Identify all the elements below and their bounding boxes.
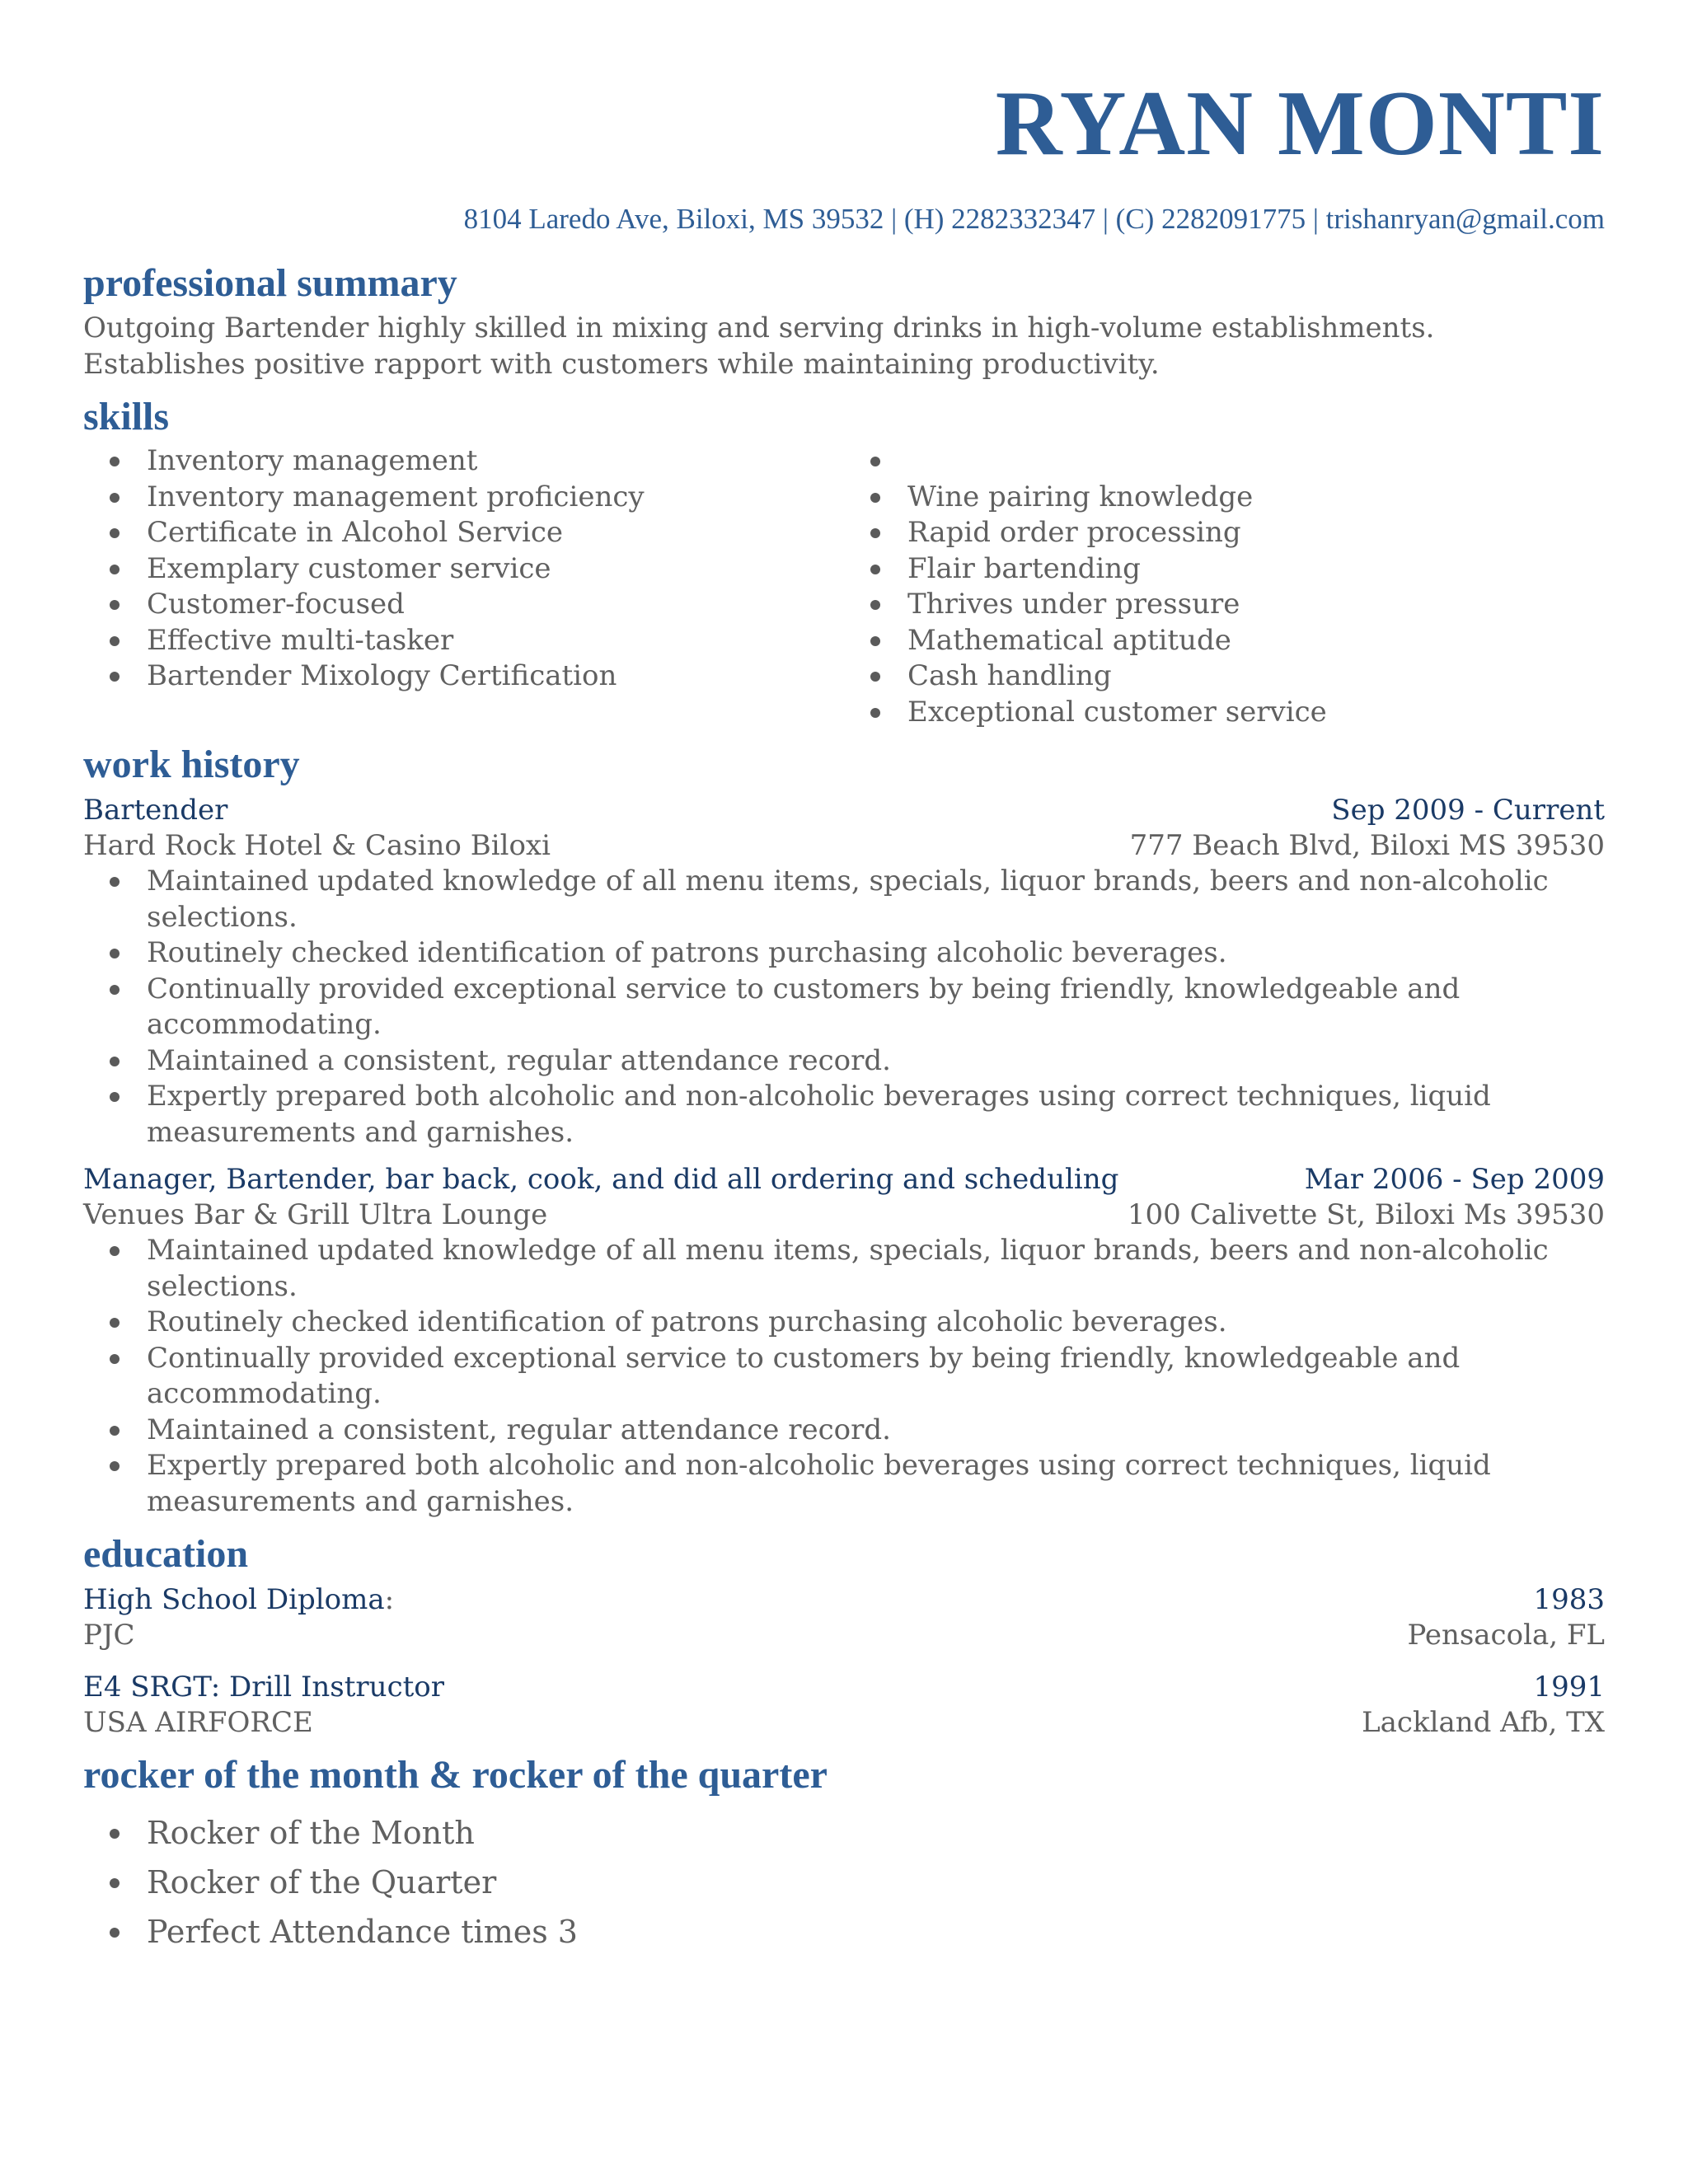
section-title-summary: professional summary: [83, 261, 457, 305]
bullet-icon: [870, 457, 880, 466]
bullet-icon: [110, 949, 120, 958]
education-year: 1983: [1533, 1583, 1605, 1616]
job-entry: [83, 793, 1605, 1151]
bullet-icon: [110, 877, 120, 887]
job-bullet: Expertly prepared both alcoholic and non-alcoholic beverages using correct techniques, liquid measurements and garnishes.: [83, 1079, 1572, 1151]
school: PJC: [83, 1619, 135, 1652]
bullet-icon: [110, 528, 120, 538]
job-bullet: Continually provided exceptional service to customers by being friendly, knowledgeable and accommodating.: [83, 1341, 1572, 1413]
job-dates: Sep 2009 - Current: [1331, 794, 1605, 827]
skill-item: Inventory management: [83, 443, 844, 480]
bullet-icon: [110, 565, 120, 574]
skills-section: [83, 394, 1605, 730]
job-bullet: Routinely checked identification of patrons purchasing alcoholic beverages.: [83, 1305, 1572, 1341]
bullet-icon: [870, 636, 880, 646]
job-bullet: Maintained updated knowledge of all menu items, specials, liquor brands, beers and non-alcoholic selections.: [83, 864, 1572, 935]
skill-item: Customer-focused: [83, 587, 844, 623]
section-title-work: work history: [83, 743, 300, 786]
awards-section: [83, 1752, 1605, 1957]
bullet-icon: [870, 672, 880, 682]
section-title-skills: skills: [83, 395, 170, 438]
skill-item: Mathematical aptitude: [844, 623, 1605, 659]
job-title: Bartender: [83, 794, 228, 827]
work-history-section: [83, 742, 1605, 1520]
skill-item: Flair bartending: [844, 551, 1605, 588]
education-entry: [83, 1582, 1605, 1653]
bullet-icon: [110, 493, 120, 503]
bullet-icon: [870, 708, 880, 718]
bullet-icon: [110, 672, 120, 682]
summary-text: Outgoing Bartender highly skilled in mixing and serving drinks in high-volume establishments. Establishes positive rapport with customers while maintaining productivity.: [83, 312, 1435, 381]
bullet-icon: [110, 1246, 120, 1256]
skill-item: Exceptional customer service: [844, 695, 1605, 731]
job-company: Hard Rock Hotel & Casino Biloxi: [83, 829, 551, 862]
bullet-icon: [110, 1057, 120, 1066]
bullet-icon: [110, 1092, 120, 1102]
bullet-icon: [870, 565, 880, 574]
job-bullet: Maintained a consistent, regular attendance record.: [83, 1043, 1572, 1080]
job-bullet: Maintained a consistent, regular attendance record.: [83, 1413, 1572, 1449]
bullet-icon: [110, 1318, 120, 1328]
job-bullet: Routinely checked identification of patrons purchasing alcoholic beverages.: [83, 935, 1572, 972]
skill-item: Cash handling: [844, 658, 1605, 695]
skill-item: Inventory management proficiency: [83, 480, 844, 516]
bullet-icon: [110, 1878, 120, 1888]
bullet-icon: [870, 600, 880, 610]
summary-section: [83, 260, 1605, 382]
skills-columns: [83, 443, 1605, 730]
school-location: Lackland Afb, TX: [1362, 1706, 1605, 1739]
job-location: 777 Beach Blvd, Biloxi MS 39530: [1129, 829, 1605, 862]
award-item: Rocker of the Quarter: [83, 1858, 1605, 1907]
education-year: 1991: [1533, 1671, 1605, 1704]
skill-item: [844, 443, 1605, 480]
bullet-icon: [110, 457, 120, 466]
skills-column-right: [844, 443, 1605, 730]
skill-item: Effective multi-tasker: [83, 623, 844, 659]
section-title-awards: rocker of the month & rocker of the quarter: [83, 1753, 828, 1797]
bullet-icon: [110, 1829, 120, 1839]
degree: E4 SRGT: Drill Instructor: [83, 1671, 444, 1704]
skill-item: Certificate in Alcohol Service: [83, 515, 844, 551]
job-title: Manager, Bartender, bar back, cook, and did all ordering and scheduling: [83, 1163, 1119, 1196]
job-entry: [83, 1162, 1605, 1520]
skill-item: Wine pairing knowledge: [844, 480, 1605, 516]
school-location: Pensacola, FL: [1407, 1619, 1605, 1652]
bullet-icon: [110, 636, 120, 646]
school: USA AIRFORCE: [83, 1706, 313, 1739]
job-bullet: Continually provided exceptional service to customers by being friendly, knowledgeable and accommodating.: [83, 972, 1572, 1043]
skill-item: Thrives under pressure: [844, 587, 1605, 623]
job-bullet: Maintained updated knowledge of all menu items, specials, liquor brands, beers and non-alcoholic selections.: [83, 1233, 1572, 1305]
skills-column-left: [83, 443, 844, 730]
job-company: Venues Bar & Grill Ultra Lounge: [83, 1198, 548, 1231]
degree: High School Diploma:: [83, 1583, 395, 1616]
bullet-icon: [110, 1426, 120, 1436]
education-section: [83, 1531, 1605, 1741]
candidate-name: RYAN MONTI: [995, 73, 1605, 175]
job-bullet: Expertly prepared both alcoholic and non-alcoholic beverages using correct techniques, liquid measurements and garnishes.: [83, 1448, 1572, 1520]
bullet-icon: [110, 1928, 120, 1938]
bullet-icon: [110, 1461, 120, 1471]
education-entry: [83, 1670, 1605, 1741]
award-item: Rocker of the Month: [83, 1808, 1605, 1858]
skill-item: Bartender Mixology Certification: [83, 658, 844, 695]
skill-item: Exemplary customer service: [83, 551, 844, 588]
job-dates: Mar 2006 - Sep 2009: [1304, 1163, 1605, 1196]
job-location: 100 Calivette St, Biloxi Ms 39530: [1127, 1198, 1605, 1231]
bullet-icon: [870, 493, 880, 503]
bullet-icon: [110, 985, 120, 995]
skill-item: Rapid order processing: [844, 515, 1605, 551]
bullet-icon: [110, 1354, 120, 1364]
bullet-icon: [110, 600, 120, 610]
contact-line: 8104 Laredo Ave, Biloxi, MS 39532 | (H) 2282332347 | (C) 2282091775 | trishanryan@gmail.com: [463, 203, 1605, 235]
award-item: Perfect Attendance times 3: [83, 1907, 1605, 1957]
bullet-icon: [870, 528, 880, 538]
section-title-education: education: [83, 1532, 249, 1576]
